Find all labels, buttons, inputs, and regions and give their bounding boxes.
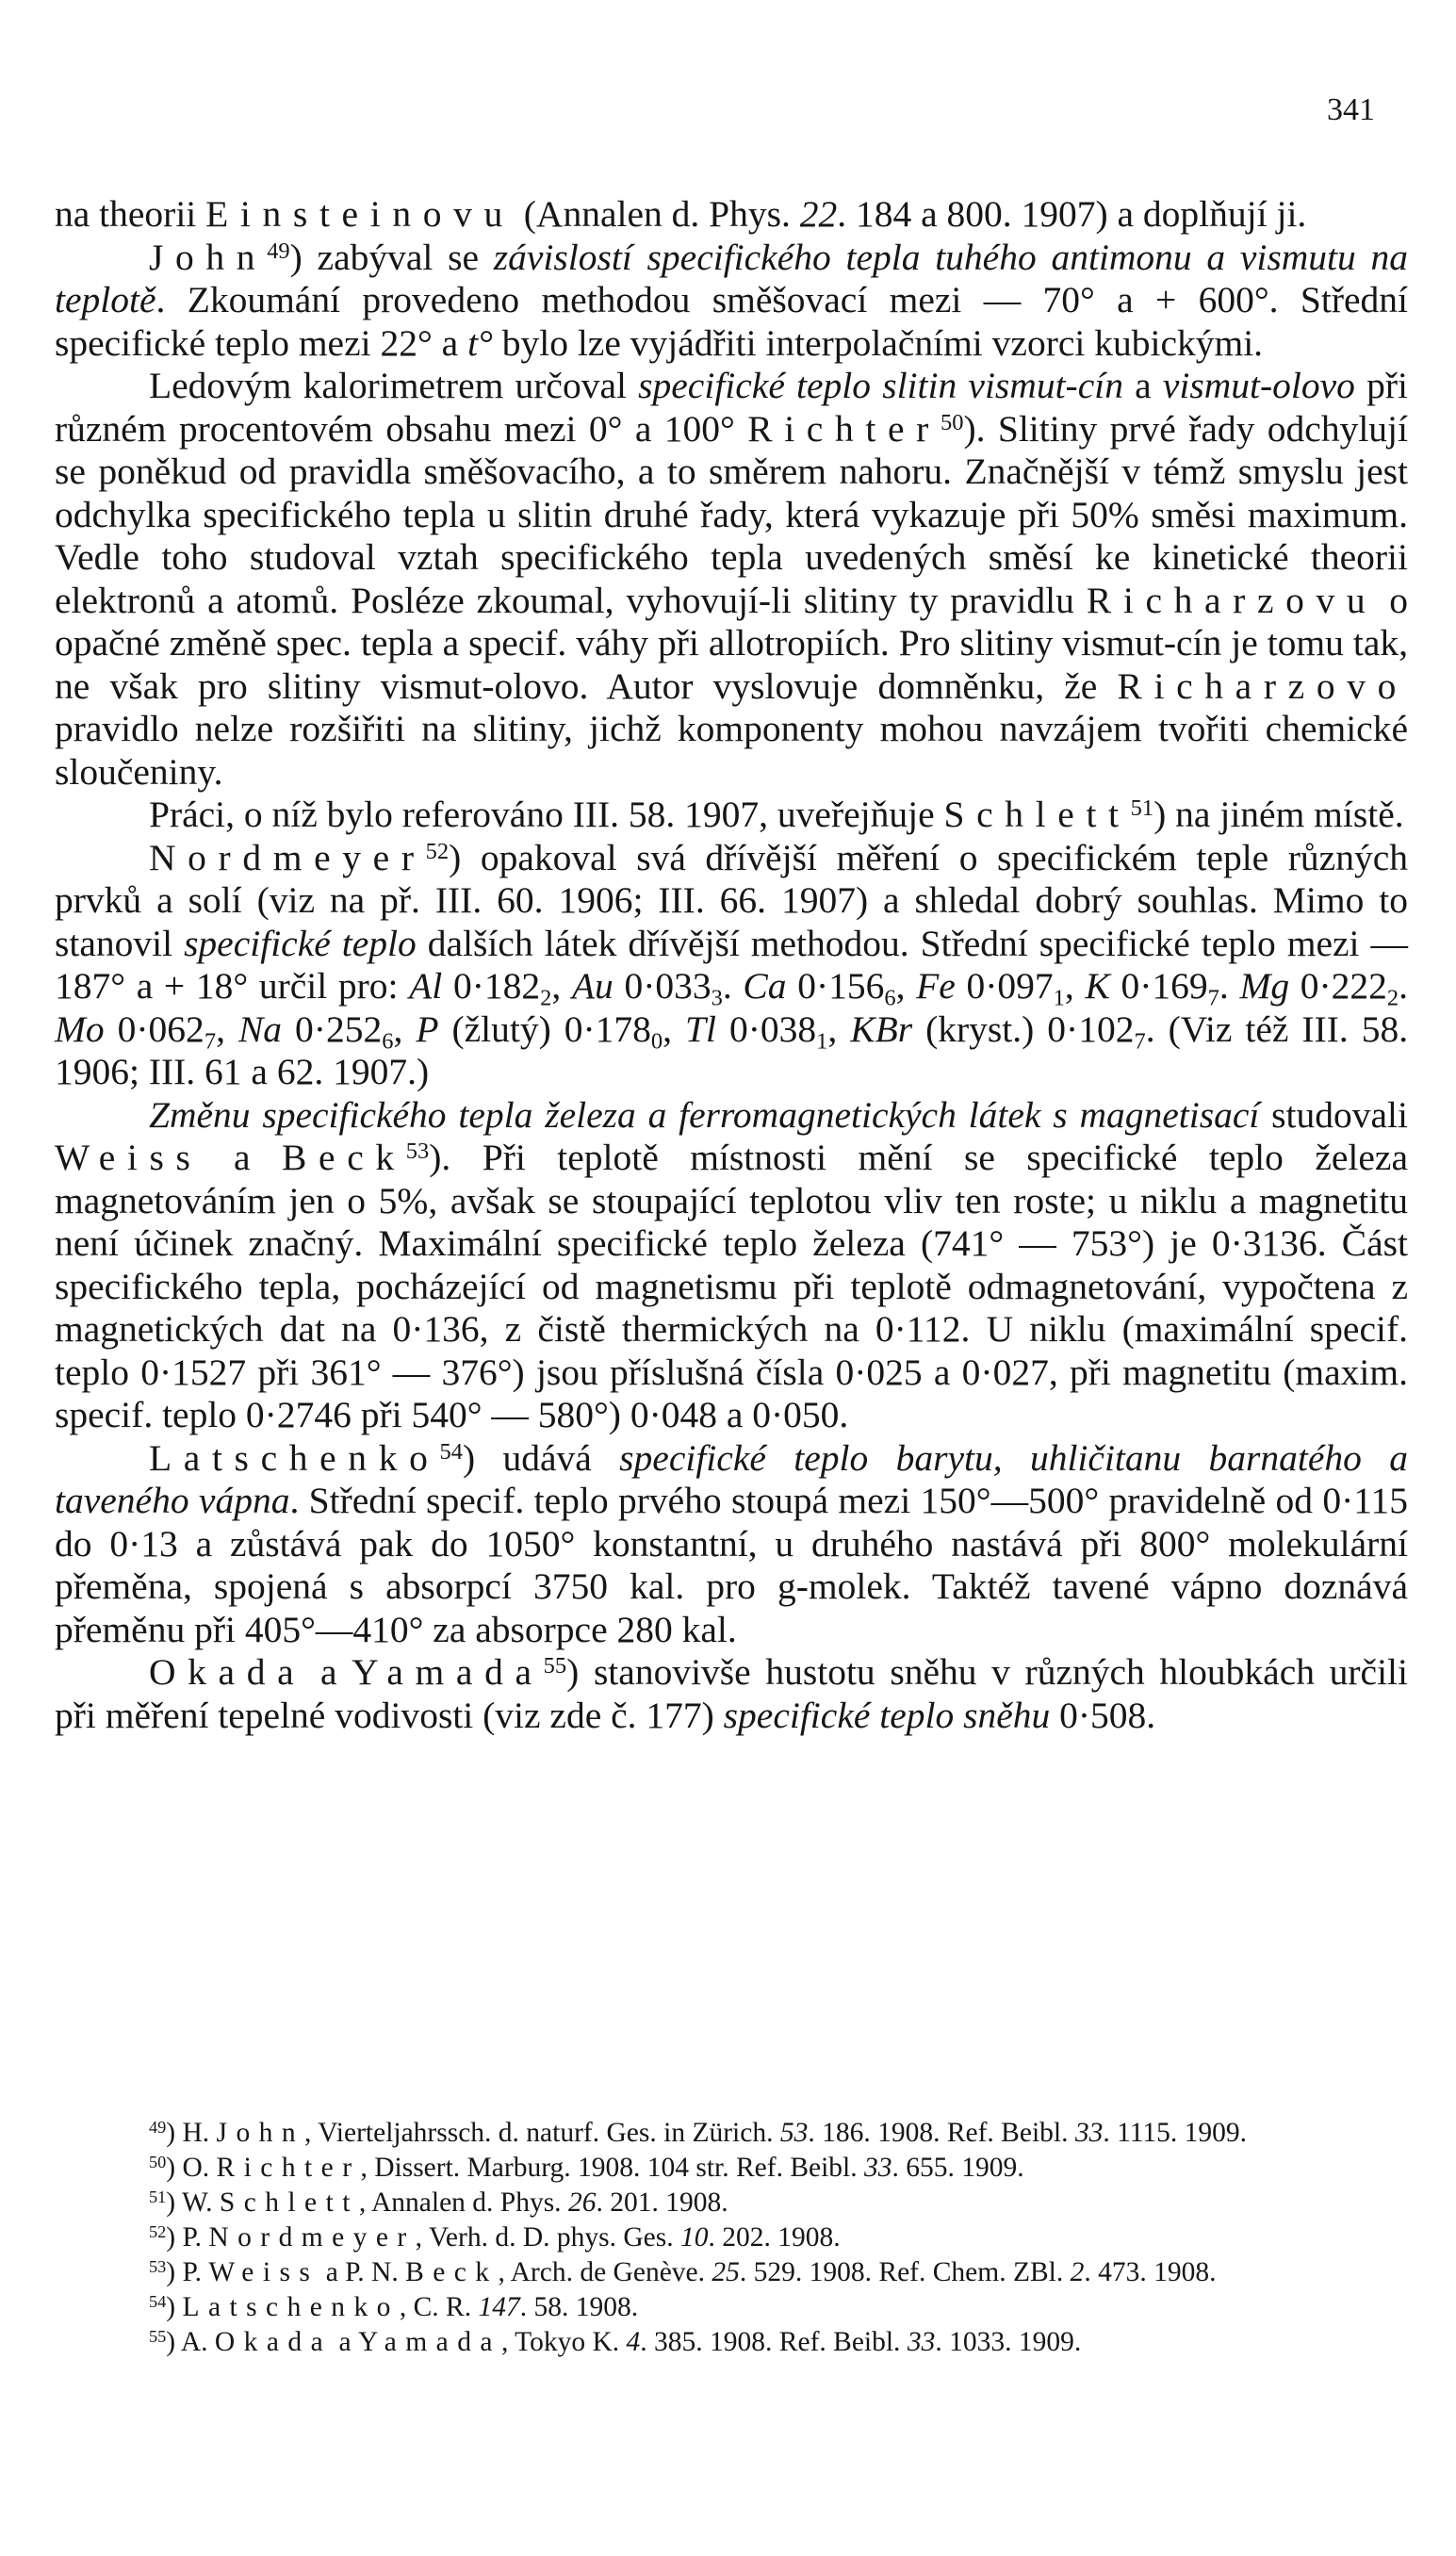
text-run: 0·508. — [1050, 1694, 1156, 1736]
separator: , — [551, 965, 572, 1007]
specific-heat-value — [571, 965, 744, 1011]
text-run: ) udává — [462, 1436, 620, 1479]
text-run: . 1115. 1909. — [1103, 2118, 1248, 2148]
volume-number: 25 — [712, 2257, 740, 2287]
text-run: ) stanovivše hustotu sněhu v různých hloubkách určili při měření tepelné vodivosti (viz zde č. 177) — [55, 1651, 1408, 1736]
text-run: a — [332, 2327, 358, 2357]
footnotes — [55, 2116, 1408, 2360]
volume-number: 147 — [478, 2292, 520, 2322]
element-symbol: Fe — [916, 965, 956, 1007]
specific-heat-value — [1085, 965, 1240, 1011]
footnote: $^{49}$) H. John, Vierteljahrssch. d. naturf. Ges. in Zürich. 53. 186. 1908. Ref. Beibl. 33. 1115. 1909. — [149, 2117, 1248, 2148]
text-run: , Vierteljahrssch. d. naturf. Ges. in Zürich. — [304, 2118, 780, 2148]
author-name: Richter — [216, 2153, 361, 2183]
heat-value: 0·169 — [1121, 965, 1208, 1007]
author-name: Latschenko — [149, 1436, 440, 1479]
text-run: . 385. 1908. Ref. Beibl. — [640, 2327, 908, 2357]
heat-value-digit: 1 — [816, 1027, 828, 1054]
heat-value-digit: 2 — [1386, 985, 1399, 1011]
footnote-ref: 53 — [405, 1138, 430, 1164]
text-run: . 186. 1908. Ref. Beibl. — [808, 2118, 1075, 2148]
paragraph-okada-yamada — [55, 1651, 1408, 1737]
separator: , — [393, 1008, 417, 1050]
text-run: . 473. 1908. — [1084, 2257, 1217, 2287]
variable: t° — [467, 321, 493, 364]
specific-heat-value — [237, 1008, 417, 1054]
element-note: (žlutý) — [438, 1008, 551, 1050]
footnote: $^{52}$) P. Nordmeyer, Verh. d. D. phys. Ges. 10. 202. 1908. — [149, 2221, 841, 2253]
text-run: studovali — [1259, 1093, 1409, 1136]
text-run: a — [1122, 365, 1163, 406]
italic-topic: specifické teplo barytu, uhličitanu barnatého a taveného vápna — [55, 1436, 1408, 1521]
heat-value: 0·038 — [728, 1008, 817, 1050]
text-run: . 202. 1908. — [708, 2222, 841, 2253]
paragraph-einstein — [55, 193, 1408, 237]
heat-value: 0·033 — [624, 965, 712, 1007]
separator: , — [216, 1008, 238, 1050]
text-run: ). Slitiny prvé řady odchylují se poněkud od pravidla směšovacího, a to směrem nahoru. Značnější v témž smyslu jest odchylka specifického tepla u slitin druhé řady, která vykazuje při 50% směsi maximum. Vedle toho studoval vztah specifického tepla uvedených směsí ke kinetické theorii elektronů a atomů. Posléze zkoumal, vyhovují-li slitiny ty pravidlu — [55, 407, 1408, 621]
author-name: John — [216, 2118, 305, 2148]
text-run: . 655. 1909. — [892, 2153, 1024, 2183]
specific-heat-value — [1239, 965, 1409, 1011]
footnote-number: 49 — [149, 2117, 167, 2137]
volume-number: 33 — [863, 2153, 892, 2183]
italic-topic: specifické teplo — [184, 922, 417, 964]
footnote-ref: 54 — [439, 1438, 463, 1465]
element-symbol: Mo — [55, 1008, 105, 1050]
italic-topic: Změnu specifického tepla železa a ferromagnetických látek s magnetisací — [149, 1093, 1260, 1136]
element-symbol: P — [416, 1008, 439, 1050]
separator: . — [1219, 965, 1240, 1007]
text-run: , Annalen d. Phys. — [358, 2187, 568, 2218]
author-name: Weiss — [208, 2257, 319, 2287]
text-run: . Střední specif. teplo prvého stoupá mezi 150°—500° pravidelně od 0·115 do 0·13 a zůstává pak do 1050° konstantní, u druhého nastává při 800° molekulární přeměna, spojená s absorpcí 3750 kal. pro g-molek. Taktéž tavené vápno doznává přeměnu při 405°—410° za absorpce 280 kal. — [55, 1480, 1409, 1650]
element-symbol: Au — [571, 965, 613, 1007]
paragraph-nordmeyer — [55, 837, 1408, 1094]
text-run: bylo lze vyjádřiti interpolačními vzorci kubickými. — [492, 321, 1264, 364]
text-run: P. — [175, 2257, 209, 2287]
heat-value: 0·097 — [966, 965, 1054, 1007]
author-name: Yamada — [357, 2327, 501, 2357]
paragraph-schlett — [55, 794, 1408, 837]
text-run: H. — [175, 2118, 217, 2148]
heat-value-digit: 7 — [1207, 985, 1219, 1011]
italic-topic: závislostí specifického tepla tuhého antimonu a vismutu na teplotě — [55, 236, 1408, 320]
footnote-number: 52 — [149, 2221, 167, 2241]
text-run: (Viz též III. 58. 1906; III. 61 a 62. 1907.) — [55, 1008, 1409, 1092]
footnote: $^{53}$) P. Weiss a P. N. Beck, Arch. de Genève. 25. 529. 1908. Ref. Chem. ZBl. 2. 473. 1908. — [149, 2256, 1217, 2287]
heat-value: 0·156 — [797, 965, 885, 1007]
footnote-ref: 52 — [425, 838, 450, 864]
footnote-number: 53 — [149, 2256, 167, 2276]
heat-value: 0·178 — [564, 1008, 651, 1050]
specific-heat-value — [743, 965, 917, 1011]
footnote: $^{51}$) W. Schlett, Annalen d. Phys. 26. 201. 1908. — [149, 2187, 728, 2218]
separator: , — [663, 1008, 686, 1050]
author-name: Nordmeyer — [149, 836, 426, 878]
heat-value: 0·102 — [1047, 1008, 1135, 1050]
volume-number: 4 — [626, 2327, 641, 2357]
italic-topic: specifické teplo sněhu — [723, 1694, 1051, 1736]
element-note: (kryst.) — [912, 1008, 1035, 1050]
heat-value-digit: 3 — [711, 985, 723, 1011]
volume-number: 53 — [779, 2118, 809, 2148]
text-run: , Arch. de Genève. — [498, 2257, 712, 2287]
specific-heat-value — [416, 1008, 686, 1054]
specific-heat-value — [409, 965, 572, 1011]
volume-number: 2 — [1070, 2257, 1085, 2287]
author-name: Richter — [747, 407, 941, 450]
text-run: na theorii — [55, 193, 206, 235]
volume-number: 10 — [680, 2222, 709, 2253]
italic-topic: vismut-olovo — [1162, 365, 1355, 406]
separator: . — [722, 965, 744, 1007]
text-run: , Dissert. Marburg. 1908. 104 str. Ref. Beibl. — [360, 2153, 864, 2183]
body-text — [55, 193, 1408, 1737]
author-name: Latschenko — [182, 2292, 400, 2322]
paragraph-weiss-beck — [55, 1094, 1408, 1437]
element-symbol: Tl — [685, 1008, 716, 1050]
text-run: a — [202, 1137, 283, 1178]
element-symbol: Al — [409, 965, 443, 1007]
author-name: Nordmeyer — [208, 2222, 416, 2253]
heat-value-digit: 6 — [382, 1027, 394, 1054]
author-name: John — [149, 236, 268, 278]
text-run: . Zkoumání provedeno methodou směšovací mezi — 70° a + 600°. Střední specifické teplo mezi 22° a — [55, 279, 1408, 364]
text-run: dalších látek dřívější methodou. Střední specifické teplo mezi — 187° a + 18° určil pro: — [55, 922, 1409, 1007]
specific-heat-value — [850, 1008, 1169, 1054]
footnote: $^{50}$) O. Richter, Dissert. Marburg. 1908. 104 str. Ref. Beibl. 33. 655. 1909. — [149, 2152, 1024, 2183]
volume-number: 22 — [799, 193, 838, 235]
element-symbol: KBr — [850, 1008, 913, 1050]
author-name: Schlett — [943, 794, 1131, 835]
footnote-number: 55 — [149, 2326, 167, 2346]
heat-value: 0·252 — [295, 1008, 383, 1050]
text-run: pravidlo nelze rozšiřiti na slitiny, jichž komponenty mohou navzájem tvořiti chemické sloučeniny. — [55, 708, 1408, 793]
author-name: Okada — [149, 1651, 306, 1693]
text-run: a P. N. — [319, 2257, 406, 2287]
volume-number: 33 — [907, 2327, 936, 2357]
text-run: , C. R. — [399, 2292, 479, 2322]
heat-value: 0·182 — [452, 965, 541, 1007]
footnote-number: 51 — [149, 2187, 167, 2206]
volume-number: 33 — [1074, 2118, 1104, 2148]
paragraph-john — [55, 237, 1408, 366]
footnote-number: 50 — [149, 2152, 167, 2171]
author-name: Weiss — [55, 1137, 203, 1178]
author-name: Schlett — [219, 2187, 359, 2218]
volume-number: 26 — [567, 2187, 597, 2218]
heat-value-digit: 6 — [884, 985, 896, 1011]
text-run: a — [305, 1651, 352, 1693]
heat-value: 0·222 — [1300, 965, 1387, 1007]
element-symbol: K — [1085, 965, 1110, 1007]
text-run: W. — [175, 2187, 220, 2218]
text-run: . 1033. 1909. — [935, 2327, 1082, 2357]
author-name: Beck — [405, 2257, 499, 2287]
text-run: . 58. 1908. — [519, 2292, 639, 2322]
footnote: $^{54}$) Latschenko, C. R. 147. 58. 1908. — [149, 2291, 639, 2322]
text-run: ) opakoval svá dřívější měření o specifickém teple různých prvků a solí (viz na př. III. 60. 1906; III. 66. 1907) a shledal dobrý souhlas. Mimo to stanovil — [55, 836, 1408, 964]
paragraph-richter — [55, 365, 1408, 794]
text-run: ) na jiném místě. — [1153, 794, 1404, 835]
footnote-ref: 51 — [1130, 795, 1154, 821]
footnote-ref: 50 — [940, 409, 964, 435]
author-name: Yamada — [352, 1651, 544, 1693]
page-number: 341 — [1327, 92, 1375, 127]
separator: . — [1399, 965, 1409, 1007]
heat-value-digit: 2 — [540, 985, 552, 1011]
author-name: Okada — [214, 2327, 333, 2357]
footnote-ref: 55 — [543, 1652, 567, 1679]
author-name: Beck — [282, 1137, 406, 1178]
text-run: při různém procentovém obsahu mezi 0° a 100° — [55, 365, 1408, 450]
separator: , — [827, 1008, 851, 1050]
specific-heat-value — [685, 1008, 851, 1054]
heat-value-digit: 1 — [1053, 985, 1065, 1011]
heat-value-digit: 0 — [650, 1027, 663, 1054]
paragraph-latschenko — [55, 1437, 1408, 1652]
author-name: Einsteinovu — [205, 193, 515, 235]
footnote-number: 54 — [149, 2291, 167, 2311]
author-name: Richarzovu — [1086, 579, 1378, 621]
separator: , — [1064, 965, 1086, 1007]
author-name: Richarzovo — [1117, 664, 1408, 707]
text-run: , Verh. d. D. phys. Ges. — [415, 2222, 681, 2253]
text-run: ). Při teplotě místnosti mění se specifické teplo železa magnetováním jen o 5%, avšak se stoupající teplotou vliv ten roste; u niklu a magnetitu není účinek značný. Maximální specifické teplo železa (741° — 753°) je 0·3136. Část specifického tepla, pocházející od magnetismu při teplotě odmagnetování, vypočtena z magnetických dat na 0·136, z čistě thermických na 0·112. U niklu (maximální specif. teplo 0·1527 při 361° — 376°) jsou příslušná čísla 0·025 a 0·027, při magnetitu (maxim. specif. teplo 0·2746 při 540° — 580°) 0·048 a 0·050. — [55, 1137, 1408, 1435]
heat-value-digit: 7 — [1134, 1027, 1146, 1054]
specific-heat-value — [55, 1008, 238, 1054]
italic-topic: specifické teplo slitin vismut-cín — [638, 365, 1123, 406]
footnote: $^{55}$) A. Okada a Yamada, Tokyo K. 4. 385. 1908. Ref. Beibl. 33. 1033. 1909. — [149, 2326, 1082, 2357]
text-run: P. — [175, 2222, 209, 2253]
text-run: (Annalen d. Phys. — [514, 193, 800, 235]
separator: , — [895, 965, 917, 1007]
element-symbol: Ca — [743, 965, 787, 1007]
text-run: , Tokyo K. — [500, 2327, 627, 2357]
footnote-ref: 49 — [267, 238, 290, 264]
text-run: . 201. 1908. — [596, 2187, 728, 2218]
text-run: Práci, o níž bylo referováno III. 58. 1907, uveřejňuje — [149, 794, 944, 835]
text-run: . 184 a 800. 1907) a doplňují ji. — [837, 193, 1307, 235]
text-run: A. — [175, 2327, 215, 2357]
text-run: Ledovým kalorimetrem určoval — [149, 365, 639, 406]
text-run: ) zabýval se — [289, 236, 494, 278]
separator: . — [1145, 1008, 1169, 1050]
specific-heat-value — [916, 965, 1086, 1011]
text-run: o opačné změně spec. tepla a specif. váhy při allotropiích. Pro slitiny vismut-cín je tomu tak, ne však pro slitiny vismut-olovo. Autor vyslovuje domněnku, že — [55, 579, 1408, 707]
heat-value: 0·062 — [117, 1008, 204, 1050]
element-symbol: Na — [237, 1008, 283, 1050]
text-run: . 529. 1908. Ref. Chem. ZBl. — [739, 2257, 1071, 2287]
element-symbol: Mg — [1239, 965, 1290, 1007]
text-run: O. — [175, 2153, 217, 2183]
heat-value-digit: 7 — [204, 1027, 217, 1054]
